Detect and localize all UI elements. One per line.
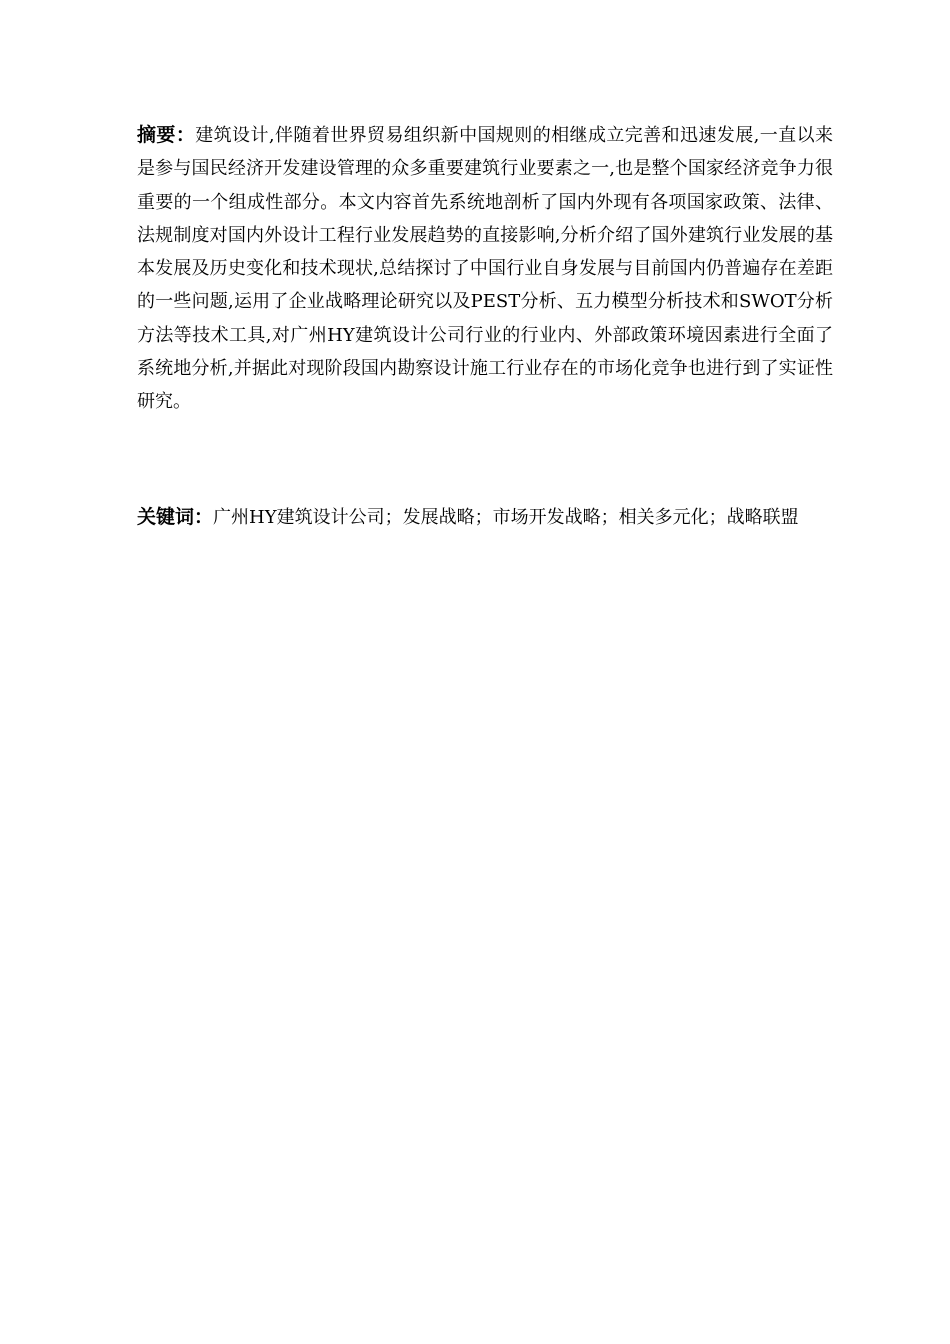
abstract-text: 建筑设计,伴随着世界贸易组织新中国规则的相继成立完善和迅速发展,一直以来是参与国民经济开发建设管理的众多重要建筑行业要素之一,也是整个国家经济竞争力很重要的一个组成性部分。本文内容首先系统地剖析了国内外现有各项国家政策、法律、法规制度对国内外设计工程行业发展趋势的直接影响,分析介绍了国外建筑行业发展的基本发展及历史变化和技术现状,总结探讨了中国行业自身发展与目前国内仍普遍存在差距的一些问题,运用了企业战略理论研究以及PEST分析、五力模型分析技术和SWOT分析方法等技术工具,对广州HY建筑设计公司行业的行业内、外部政策环境因素进行全面了系统地分析,并据此对现阶段国内勘察设计施工行业存在的市场化竞争也进行到了实证性研究。 bbox=[137, 125, 833, 413]
keywords-text: 广州HY建筑设计公司；发展战略；市场开发战略；相关多元化；战略联盟 bbox=[213, 507, 799, 528]
keywords-paragraph bbox=[137, 501, 833, 534]
keywords-label: 关键词： bbox=[137, 506, 214, 528]
abstract-paragraph bbox=[137, 119, 833, 419]
abstract-label: 摘要： bbox=[137, 124, 196, 146]
